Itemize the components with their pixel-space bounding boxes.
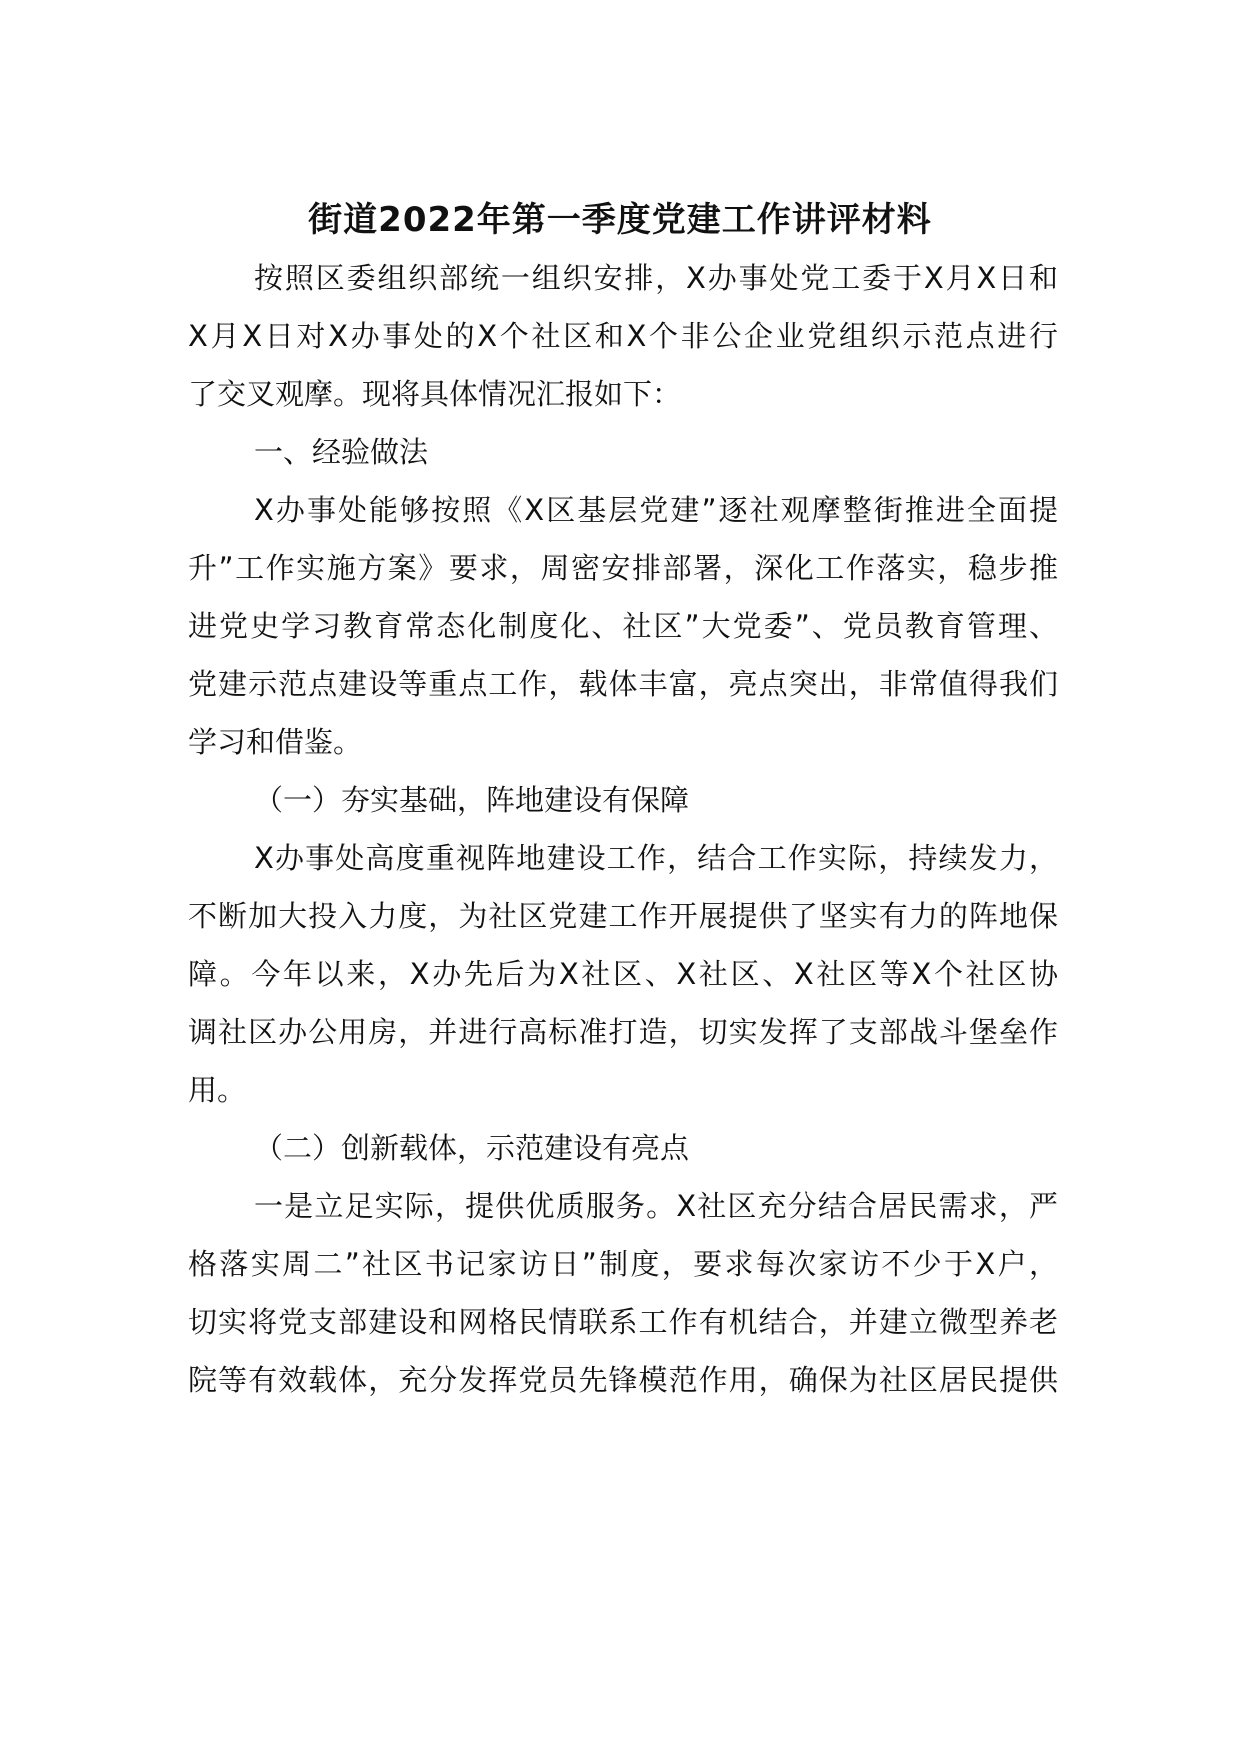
paragraph-line: 一是立足实际，提供优质服务。X社区充分结合居民需求，严 (254, 1189, 1058, 1223)
paragraph-line: 格落实周二”社区书记家访日”制度，要求每次家访不少于X户， (188, 1247, 1058, 1281)
paragraph-line: 进党史学习教育常态化制度化、社区”大党委”、党员教育管理、 (188, 609, 1058, 643)
paragraph-line: 不断加大投入力度，为社区党建工作开展提供了坚实有力的阵地保 (188, 899, 1058, 933)
subsection-heading: （二）创新载体，示范建设有亮点 (254, 1131, 690, 1165)
paragraph-line: 学习和借鉴。 (188, 725, 363, 759)
paragraph-line: X月X日对X办事处的X个社区和X个非公企业党组织示范点进行 (188, 319, 1058, 353)
paragraph-line: 用。 (188, 1073, 247, 1107)
subsection-heading: （一）夯实基础，阵地建设有保障 (254, 783, 690, 817)
paragraph-line: 了交叉观摩。现将具体情况汇报如下： (188, 377, 682, 411)
paragraph-line: X办事处高度重视阵地建设工作，结合工作实际，持续发力， (254, 841, 1058, 875)
paragraph-line: 院等有效载体，充分发挥党员先锋模范作用，确保为社区居民提供 (188, 1363, 1058, 1397)
paragraph-line: 升”工作实施方案》要求，周密安排部署，深化工作落实，稳步推 (188, 551, 1058, 585)
paragraph-line: 障。今年以来，X办先后为X社区、X社区、X社区等X个社区协 (188, 957, 1058, 991)
paragraph-line: 党建示范点建设等重点工作，载体丰富，亮点突出，非常值得我们 (188, 667, 1058, 701)
paragraph-line: 按照区委组织部统一组织安排，X办事处党工委于X月X日和 (254, 261, 1058, 295)
section-heading: 一、经验做法 (254, 435, 429, 469)
paragraph-line: 切实将党支部建设和网格民情联系工作有机结合，并建立微型养老 (188, 1305, 1058, 1339)
document-title: 街道2022年第一季度党建工作讲评材料 (308, 200, 932, 240)
paragraph-line: X办事处能够按照《X区基层党建”逐社观摩整街推进全面提 (254, 493, 1058, 527)
paragraph-line: 调社区办公用房，并进行高标准打造，切实发挥了支部战斗堡垒作 (188, 1015, 1058, 1049)
